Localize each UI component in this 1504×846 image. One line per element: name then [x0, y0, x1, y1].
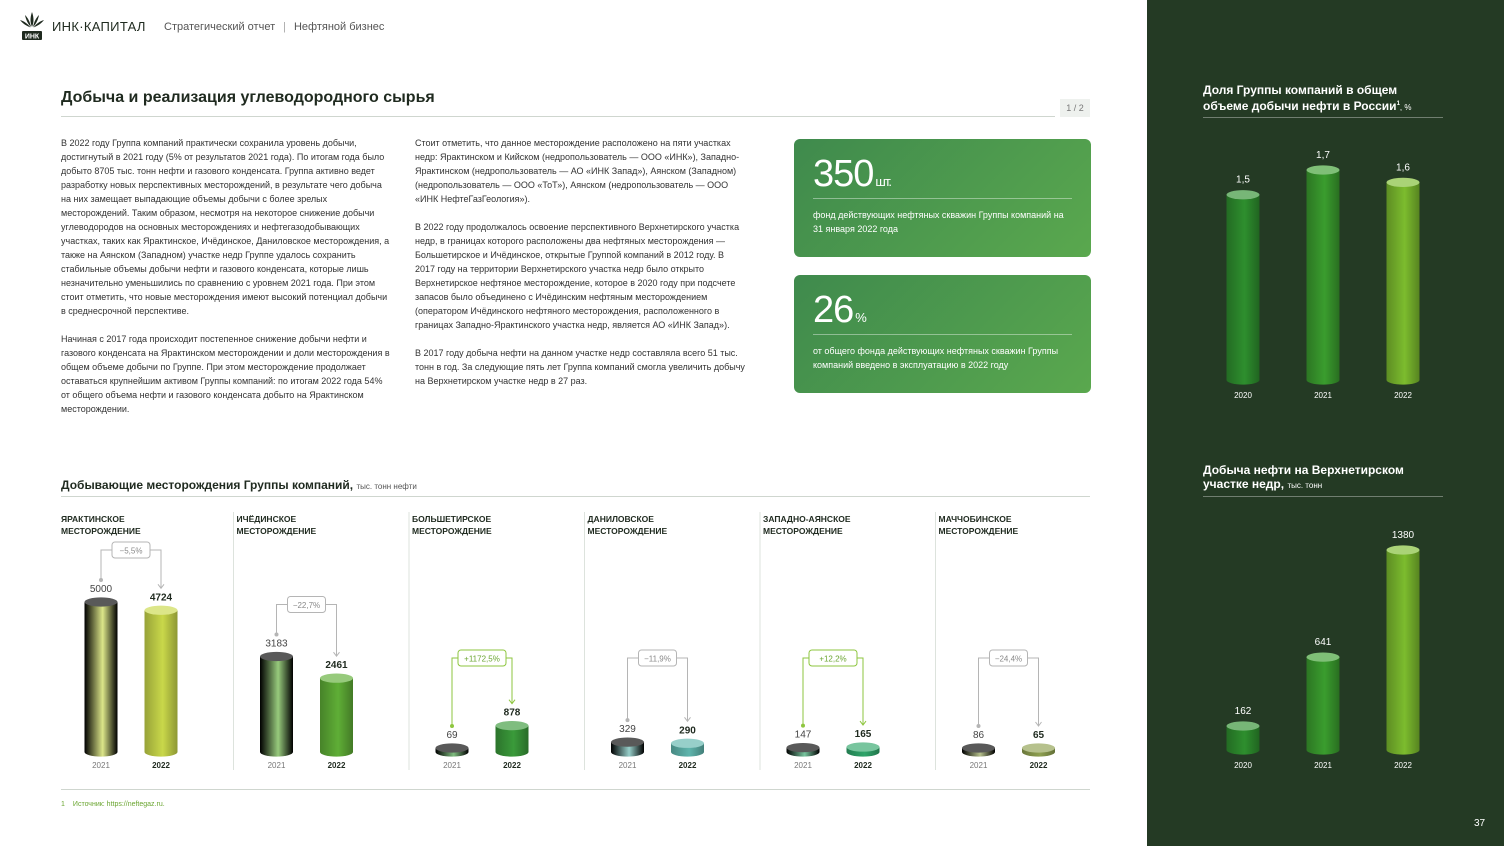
text-column-2 [415, 136, 745, 402]
bar-body [320, 678, 353, 756]
year-label: 2022 [1029, 761, 1048, 770]
value-label-2022: 2461 [325, 660, 348, 672]
svg-text:ИНК: ИНК [24, 33, 40, 41]
footnote-number: 1 [61, 801, 65, 808]
bar-top [320, 674, 353, 683]
paragraph: Начиная с 2017 года происходит постепенное снижение добычи нефти и газового конденсата на Ярактинском месторождении и доли месторождения в общем объеме добычи по Группе. При этом месторождение продолжает оставаться крупнейшим активом Группы компаний: по итогам 2022 года 54% от общего объема нефти и газового конденсата добыто на Ярактинском месторождении. [61, 334, 390, 414]
value-label-2022: 4724 [149, 592, 173, 604]
change-connector [277, 605, 289, 635]
stat-description: фонд действующих нефтяных скважин Группы компаний на 31 января 2022 года [813, 210, 1064, 234]
value-label: 1,7 [1316, 150, 1330, 161]
bar-2022 [847, 742, 880, 756]
field-name [412, 514, 492, 536]
change-connector [851, 658, 863, 725]
value-label: 162 [1234, 706, 1252, 717]
bar-2022 [320, 674, 353, 757]
bar-body [1227, 195, 1260, 385]
field-name-line: БОЛЬШЕТИРСКОЕ [412, 514, 492, 524]
breadcrumb [164, 21, 384, 33]
paragraph: В 2017 году добыча нефти на данном участке недр составляла всего 51 тыс. тонн в год. За следующие пять лет Группа компаний смогла увеличить добычу на Верхнетирском участке недр в 27 раз. [415, 348, 745, 386]
field-name-line: МЕСТОРОЖДЕНИЕ [412, 526, 492, 536]
bar-2021 [611, 738, 644, 757]
year-label: 2021 [618, 761, 637, 770]
bar-top [85, 597, 118, 606]
card-divider [813, 334, 1072, 335]
breadcrumb-item[interactable]: Нефтяной бизнес [293, 21, 385, 33]
logo[interactable] [18, 10, 146, 42]
chart1-title-text: Доля Группы компаний в общем объеме добычи нефти в России [1203, 83, 1398, 113]
change-dot [450, 724, 454, 728]
change-connector [101, 550, 113, 580]
bar-body [85, 602, 118, 757]
change-connector [676, 658, 688, 721]
bar-top [1022, 743, 1055, 752]
field-name-line: МЕСТОРОЖДЕНИЕ [763, 526, 843, 536]
section-divider [61, 496, 1090, 497]
year-label: 2022 [678, 761, 697, 770]
sidebar-chart1-title [1203, 83, 1443, 115]
bar-top [260, 652, 293, 661]
field-name-line: ДАНИЛОВСКОЕ [587, 514, 654, 524]
value-label-2022: 65 [1032, 730, 1045, 741]
paragraph: В 2022 году продолжалось освоение перспективного Верхнетирского участка недр, в границах которого расположены два нефтяных месторождения — Большетирское и Ичёдинское, открытые Группой компаний в 2012 году. В 2017 году на территории Верхнетирского участка недр было открыто Верхнетирское нефтяное месторождение, которое в 2020 году при подсчете запасов было объединено с Ичёдинским нефтяным месторождением (оператором Ичёдинского нефтяного месторождения, расположенного в границах Западно-Ярактинского участка недр, является АО «ИНК Запад»). [415, 222, 740, 330]
change-connector [325, 605, 337, 657]
year-label: 2022 [854, 761, 872, 770]
bar-body [260, 657, 293, 757]
value-label-2022: 165 [854, 729, 872, 741]
bar-top [787, 743, 820, 752]
change-label: −22,7% [292, 601, 321, 611]
bar-top [1227, 190, 1260, 199]
text-column-1 [61, 136, 391, 430]
field-name-line: ИЧЁДИНСКОЕ [236, 514, 297, 524]
bar-2020 [1227, 190, 1260, 385]
card-divider [813, 198, 1072, 199]
fields-chart [0, 500, 1100, 790]
year-label: 2020 [1234, 391, 1252, 400]
footnote [61, 801, 165, 808]
year-label: 2022 [1394, 761, 1412, 770]
value-label-2022: 290 [679, 725, 696, 737]
footnote-divider [61, 789, 1090, 790]
year-label: 2022 [327, 761, 346, 770]
bar-2022 [671, 739, 704, 757]
footnote-text[interactable]: Источник: https://neftegaz.ru. [72, 801, 165, 808]
sidebar-divider [1203, 117, 1443, 118]
value-label-2021: 329 [619, 724, 636, 736]
bar-top [145, 606, 178, 615]
bar-body [496, 726, 529, 757]
paragraph: Стоит отметить, что данное месторождение расположено на пяти участках недр: Ярактинском и Кийском (недропользователь — ООО «ИНК»), Западно-Ярактинском (недропользователь — АО «ИНК Запад»), Аянском (Западном) (недропользователь — ООО «ТоТ»), Аянском (недропользователь — ООО «ИНК НефтеГазГеология»). [415, 138, 740, 204]
field-name-line: МАЧЧОБИНСКОЕ [938, 514, 1012, 524]
field-name-line: ЗАПАДНО-АЯНСКОЕ [763, 514, 851, 524]
stat-value [813, 153, 891, 196]
bar-body [145, 610, 178, 756]
year-label: 2021 [267, 761, 286, 770]
bar-top [962, 743, 995, 752]
field-name [939, 514, 1019, 536]
paragraph: В 2022 году Группа компаний практически сохранила уровень добычи, достигнутый в 2021 году (5% от результатов 2021 года). По итогам года было добыто 8705 тыс. тонн нефти и газового конденсата. Группа активно ведет разработку новых перспективных месторождений, в результате чего добыча на них замещает выпадающие объемы добычи с более зрелых месторождений. Таким образом, несмотря на некоторое снижение добычи углеводородов на основных месторождениях и нефтегазодобывающих участках, таких как Ярактинское, Ичёдинское, Даниловское месторождения, а также на Аянском (Западном) участке недр Группе удалось сохранить стабильные объемы добычи нефти и газового конденсата, которые лишь незначительно уменьшились по сравнению с уровнем 2021 года. При этом стоит отметить, что новые месторождения имеют высокий потенциал добычи в среднесрочной перспективе. [61, 138, 390, 316]
section-title-text: Добывающие месторождения Группы компаний, [61, 478, 354, 492]
change-dot [99, 578, 103, 582]
field-name-line: МЕСТОРОЖДЕНИЕ [236, 526, 317, 536]
bar-2022 [1022, 743, 1055, 756]
stat-description: от общего фонда действующих нефтяных скважин Группы компаний введено в эксплуатацию в 2022 году [813, 346, 1059, 370]
year-label: 2021 [794, 761, 812, 770]
change-connector [452, 658, 464, 726]
bar-body [1387, 550, 1420, 755]
year-label: 2021 [92, 761, 110, 770]
bar-top [611, 738, 644, 747]
value-label-2021: 5000 [89, 584, 113, 595]
stat-number: 350 [813, 153, 874, 195]
bar-2021 [962, 743, 995, 756]
change-connector [979, 658, 991, 726]
bar-2021 [436, 743, 469, 756]
bar-top [1387, 545, 1420, 554]
bar-top [436, 743, 469, 752]
change-label: −24,4% [994, 654, 1023, 664]
change-label: +1172,5% [464, 654, 500, 664]
bar-2021 [787, 743, 820, 757]
change-connector [628, 658, 640, 720]
field-name-line: МЕСТОРОЖДЕНИЕ [61, 526, 141, 536]
value-label: 1380 [1391, 530, 1415, 541]
section-unit: тыс. тонн нефти [356, 482, 417, 491]
logo-icon [18, 10, 46, 42]
bar-top [1227, 721, 1260, 730]
bar-2021 [85, 597, 118, 756]
value-label: 641 [1314, 637, 1332, 649]
bar-top [1307, 652, 1340, 661]
value-label-2021: 147 [794, 729, 812, 741]
bar-2020 [1227, 721, 1260, 754]
bar-top [496, 721, 529, 730]
value-label-2021: 69 [446, 730, 458, 741]
title-divider [61, 116, 1055, 117]
year-label: 2022 [1394, 391, 1412, 400]
year-label: 2021 [969, 761, 988, 770]
bar-2022 [496, 721, 529, 757]
value-label: 1,5 [1236, 174, 1250, 186]
sidebar-divider [1203, 496, 1443, 497]
stat-number: 26 [813, 289, 854, 331]
year-label: 2020 [1234, 761, 1252, 770]
page-number: 37 [1474, 818, 1486, 829]
bar-top [847, 742, 880, 751]
chart1-footnote-mark: 1 [1396, 101, 1400, 107]
value-label-2021: 86 [972, 730, 985, 741]
share-chart [1180, 130, 1480, 420]
bar-2021 [1307, 165, 1340, 384]
change-connector [1027, 658, 1039, 726]
change-connector [149, 550, 161, 588]
chart2-unit: тыс. тонн [1287, 481, 1323, 490]
stat-unit: % [855, 310, 866, 325]
stat-card-wells [794, 139, 1091, 257]
bar-2021 [260, 652, 293, 757]
bar-2022 [145, 606, 178, 757]
breadcrumb-separator: | [283, 21, 286, 33]
change-label: −5,5% [119, 546, 143, 556]
year-label: 2021 [1314, 761, 1332, 770]
change-dot [275, 633, 279, 637]
bar-body [1307, 170, 1340, 385]
value-label: 1,6 [1396, 162, 1410, 174]
fields-chart-title [61, 478, 417, 492]
page-title: Добыча и реализация углеводородного сырья [61, 89, 435, 106]
page-indicator[interactable]: 1 / 2 [1060, 99, 1090, 117]
year-label: 2022 [503, 761, 521, 770]
change-dot [977, 724, 981, 728]
change-connector [803, 658, 815, 726]
chart2-title-text: Добыча нефти на Верхнетирском участке недр, [1203, 463, 1404, 491]
year-label: 2021 [443, 761, 461, 770]
change-label: −11,9% [644, 654, 671, 664]
field-name [588, 514, 668, 536]
value-label-2021: 3183 [265, 638, 288, 650]
bar-2022 [1387, 545, 1420, 754]
change-dot [626, 718, 630, 722]
bar-body [1387, 182, 1420, 384]
field-name-line: МЕСТОРОЖДЕНИЕ [587, 526, 668, 536]
breadcrumb-item[interactable]: Стратегический отчет [164, 21, 276, 33]
bar-body [1307, 657, 1340, 755]
sidebar-chart2-title [1203, 463, 1443, 493]
bar-top [1307, 165, 1340, 174]
field-name-line: МЕСТОРОЖДЕНИЕ [938, 526, 1019, 536]
bar-2022 [1387, 178, 1420, 385]
change-dot [801, 724, 805, 728]
change-label: +12,2% [819, 654, 847, 664]
stat-value [813, 289, 866, 332]
field-name [237, 514, 317, 536]
field-name [763, 514, 851, 536]
verkhnetirsky-chart [1180, 500, 1480, 790]
value-label-2022: 878 [503, 707, 521, 719]
stat-unit: шт. [875, 174, 891, 189]
year-label: 2022 [152, 761, 170, 770]
bar-top [1387, 178, 1420, 187]
field-name-line: ЯРАКТИНСКОЕ [61, 514, 125, 524]
year-label: 2021 [1314, 391, 1332, 400]
stat-card-share [794, 275, 1091, 393]
field-name [61, 514, 141, 536]
chart1-unit: , % [1399, 103, 1412, 112]
logo-text: ИНК·КАПИТАЛ [52, 18, 146, 34]
bar-2021 [1307, 652, 1340, 754]
bar-top [671, 739, 704, 748]
